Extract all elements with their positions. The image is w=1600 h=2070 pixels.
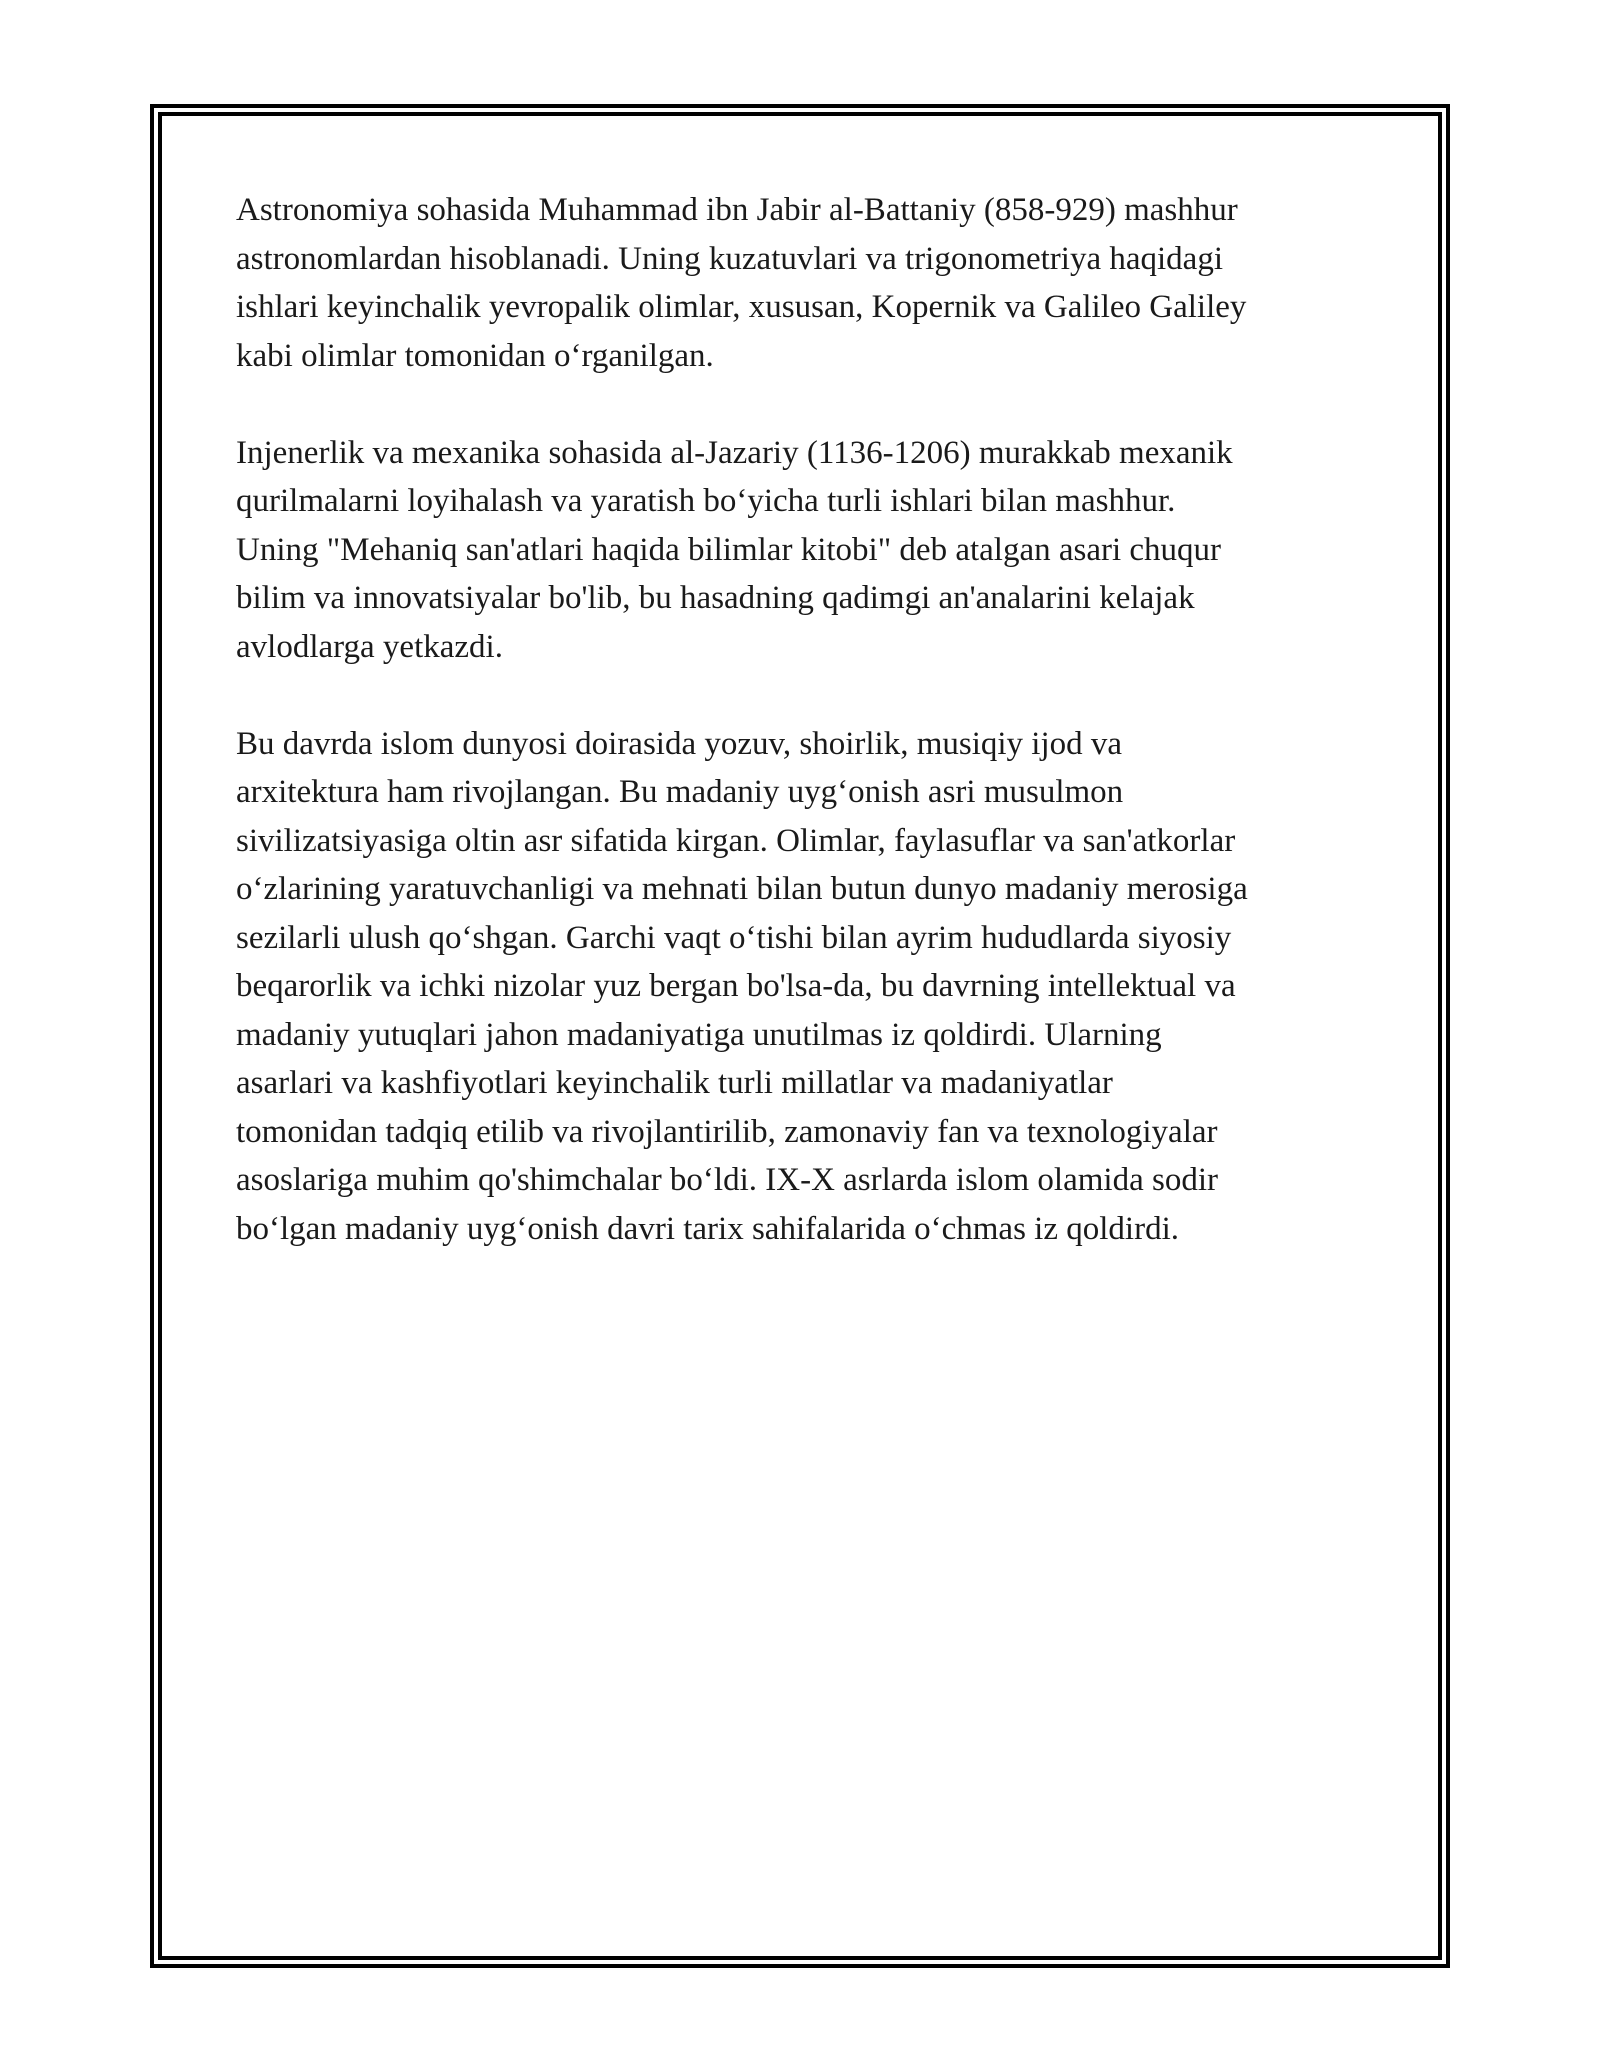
document-body	[236, 186, 1376, 1302]
paragraph-engineering: Injenerlik va mexanika sohasida al-Jazariy (1136-1206) murakkab mexanik qurilmalarni loyihalash va yaratish bo‘yicha turli ishlari bilan mashhur. Uning "Mehaniq san'atlari haqida bilimlar kitobi" deb atalgan asari chuqur bilim va innovatsiyalar bo'lib, bu hasadning qadimgi an'analarini kelajak avlodlarga yetkazdi.	[236, 434, 1233, 665]
paragraph-culture: Bu davrda islom dunyosi doirasida yozuv, shoirlik, musiqiy ijod va arxitektura ham rivojlangan. Bu madaniy uyg‘onish asri musulmon sivilizatsiyasiga oltin asr sifatida kirgan. Olimlar, faylasuflar va san'atkorlar o‘zlarining yaratuvchanligi va mehnati bilan butun dunyo madaniy merosiga sezilarli ulush qo‘shgan. Garchi vaqt o‘tishi bilan ayrim hududlarda siyosiy beqarorlik va ichki nizolar yuz bergan bo'lsa-da, bu davrning intellektual va madaniy yutuqlari jahon madaniyatiga unutilmas iz qoldirdi. Ularning asarlari va kashfiyotlari keyinchalik turli millatlar va madaniyatlar tomonidan tadqiq etilib va rivojlantirilib, zamonaviy fan va texnologiyalar asoslariga muhim qo'shimchalar bo‘ldi. IX-X asrlarda islom olamida sodir bo‘lgan madaniy uyg‘onish davri tarix sahifalarida o‘chmas iz qoldirdi.	[236, 725, 1248, 1247]
paragraph-astronomy: Astronomiya sohasida Muhammad ibn Jabir al-Battaniy (858-929) mashhur astronomlardan hisoblanadi. Uning kuzatuvlari va trigonometriya haqidagi ishlari keyinchalik yevropalik olimlar, xususan, Kopernik va Galileo Galiley kabi olimlar tomonidan o‘rganilgan.	[236, 192, 1247, 374]
